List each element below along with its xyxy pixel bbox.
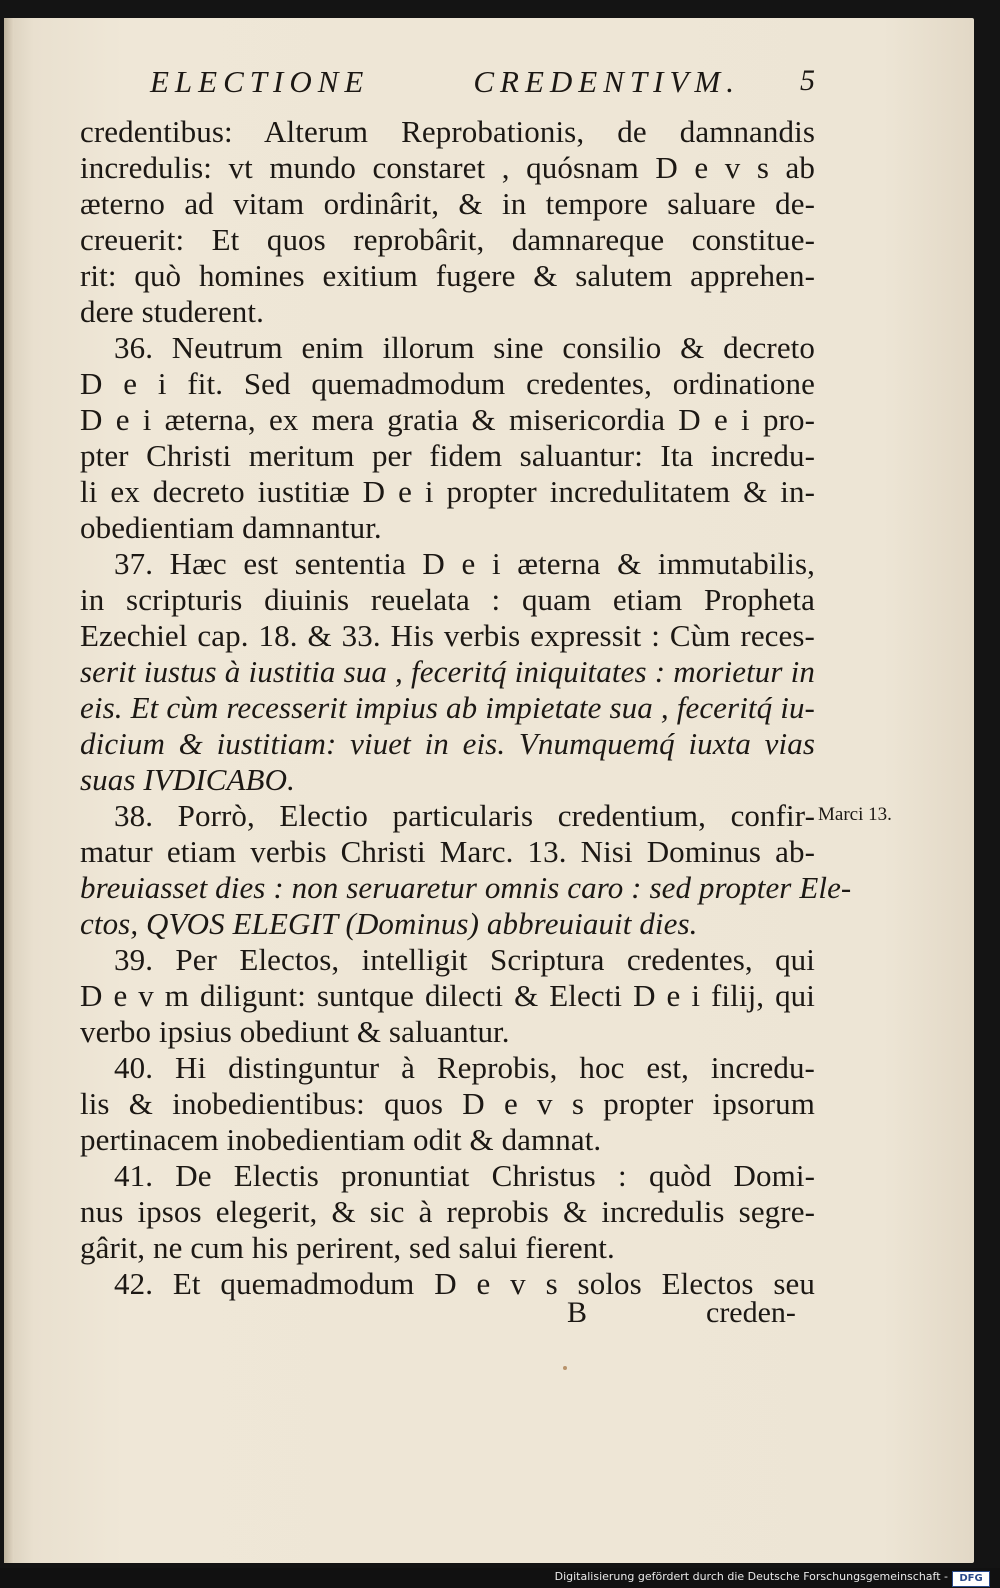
- page-gutter-shadow: [4, 18, 14, 1563]
- paragraph-41-start: 41. De Electis pronuntiat Christus : quòd Domi-: [114, 1158, 815, 1193]
- text-line: D e v m diligunt: suntque dilecti & Electi D e i filij, qui: [80, 978, 815, 1013]
- text-line: obedientiam damnantur.: [80, 510, 382, 545]
- text-line: Ezechiel cap. 18. & 33. His verbis expressit : Cùm reces-: [80, 618, 815, 653]
- text-line: nus ipsos elegerit, & sic à reprobis & incredulis segre-: [80, 1194, 815, 1229]
- signature-mark: B: [567, 1296, 588, 1329]
- text-line: dere studerent.: [80, 294, 264, 329]
- text-line: in scripturis diuinis reuelata : quam etiam Propheta: [80, 582, 815, 617]
- text-line: rit: quò homines exitium fugere & salutem apprehen-: [80, 258, 815, 293]
- text-line: incredulis: vt mundo constaret , quósnam D e v s ab: [80, 150, 815, 185]
- italic-quote-line: breuiasset dies : non seruaretur omnis caro : sed propter Ele-: [80, 870, 852, 905]
- italic-quote-line: serit iustus à iustitia sua , feceritq́ iniquitates : morietur in: [80, 654, 815, 689]
- paragraph-42-start: 42. Et quemadmodum D e v s solos Electos seu: [114, 1266, 815, 1301]
- running-title: ELECTIONE CREDENTIVM.: [150, 64, 740, 99]
- text-line: pter Christi meritum per fidem saluantur: Ita incredu-: [80, 438, 815, 473]
- paragraph-37-start: 37. Hæc est sententia D e i æterna & immutabilis,: [114, 546, 815, 581]
- footer-credit: Digitalisierung gefördert durch die Deutsche Forschungsgemeinschaft -: [554, 1570, 948, 1583]
- text-line: D e i æterna, ex mera gratia & misericordia D e i pro-: [80, 402, 815, 437]
- text-line: creuerit: Et quos reprobârit, damnareque constitue-: [80, 222, 815, 257]
- italic-quote-line: ctos, QVOS ELEGIT (Dominus) abbreuiauit dies.: [80, 906, 698, 941]
- text-line: matur etiam verbis Christi Marc. 13. Nisi Dominus ab-: [80, 834, 815, 869]
- italic-quote-line: suas IVDICABO.: [80, 762, 295, 797]
- text-line: D e i fit. Sed quemadmodum credentes, ordinatione: [80, 366, 815, 401]
- text-line: credentibus: Alterum Reprobationis, de damnandis: [80, 114, 815, 149]
- paper-speck: [563, 1366, 567, 1370]
- catchword: creden-: [706, 1296, 796, 1329]
- italic-quote-line: eis. Et cùm recesserit impius ab impietate sua , feceritq́ iu-: [80, 690, 815, 725]
- text-line: æterno ad vitam ordinârit, & in tempore saluare de-: [80, 186, 815, 221]
- text-line: gârit, ne cum his perirent, sed salui fierent.: [80, 1230, 615, 1265]
- paragraph-38-start: 38. Porrò, Electio particularis credentium, confir-: [114, 798, 815, 833]
- paragraph-39-start: 39. Per Electos, intelligit Scriptura credentes, qui: [114, 942, 815, 977]
- text-line: verbo ipsius obediunt & saluantur.: [80, 1014, 510, 1049]
- margin-note: Marci 13.: [818, 804, 892, 825]
- dfg-logo: DFG: [952, 1571, 990, 1587]
- footer-bar: [0, 1568, 1000, 1588]
- italic-quote-line: dicium & iustitiam: viuet in eis. Vnumquemq́ iuxta vias: [80, 726, 815, 761]
- text-line: pertinacem inobedientiam odit & damnat.: [80, 1122, 602, 1157]
- text-line: li ex decreto iustitiæ D e i propter incredulitatem & in-: [80, 474, 815, 509]
- text-line: lis & inobedientibus: quos D e v s propter ipsorum: [80, 1086, 815, 1121]
- paragraph-40-start: 40. Hi distinguntur à Reprobis, hoc est, incredu-: [114, 1050, 815, 1085]
- paragraph-36-start: 36. Neutrum enim illorum sine consilio & decreto: [114, 330, 815, 365]
- page-number: 5: [800, 64, 815, 97]
